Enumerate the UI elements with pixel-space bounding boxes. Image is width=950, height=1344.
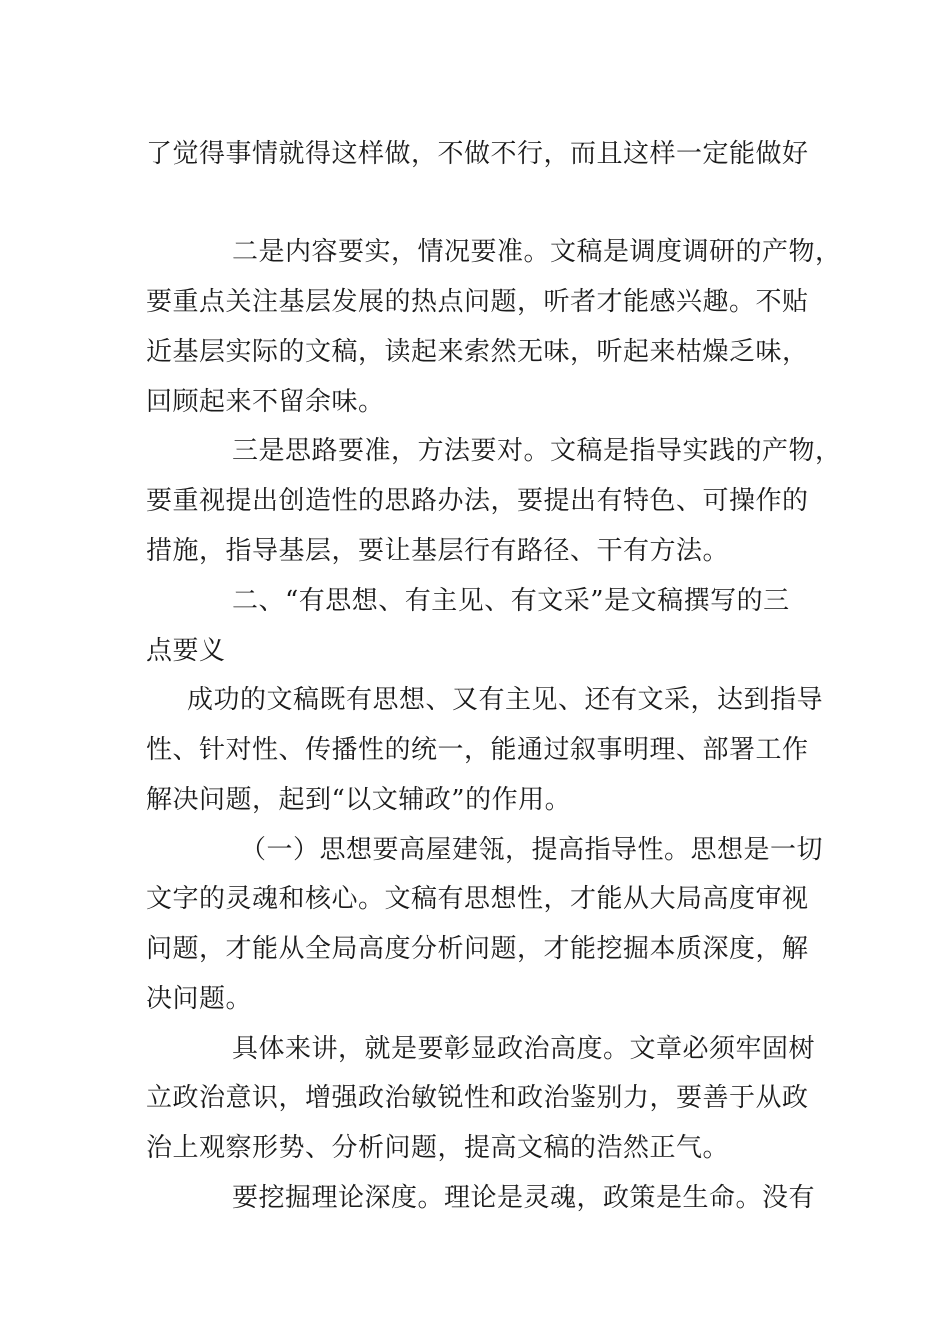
text-line: 三是思路要准，方法要对。文稿是指导实践的产物，	[232, 436, 842, 466]
text-line: 立政治意识，增强政治敏锐性和政治鉴别力，要善于从政	[146, 1083, 809, 1113]
text-line: 性、针对性、传播性的统一，能通过叙事明理、部署工作	[146, 735, 809, 765]
text-line: 决问题。	[146, 984, 253, 1014]
section-heading: 点要义	[146, 636, 226, 666]
text-line: 回顾起来不留余味。	[146, 387, 385, 417]
text-line: 治上观察形势、分析问题，提高文稿的浩然正气。	[146, 1133, 730, 1163]
text-line: 近基层实际的文稿，读起来索然无味，听起来枯燥乏味，	[146, 337, 809, 367]
text-line: 文字的灵魂和核心。文稿有思想性，才能从大局高度审视	[146, 884, 809, 914]
text-line: 解决问题，起到“以文辅政”的作用。	[146, 785, 572, 815]
text-line: 措施，指导基层，要让基层行有路径、干有方法。	[146, 536, 730, 566]
text-line: 要重点关注基层发展的热点问题，听者才能感兴趣。不贴	[146, 287, 809, 317]
text-line: 要挖掘理论深度。理论是灵魂，政策是生命。没有	[232, 1183, 816, 1213]
text-line: 成功的文稿既有思想、又有主见、还有文采，达到指导	[187, 685, 824, 715]
subsection-heading: （一）思想要高屋建瓴，提高指导性。思想是一切	[240, 835, 824, 865]
text-line: 二是内容要实，情况要准。文稿是调度调研的产物，	[232, 237, 842, 267]
text-line: 具体来讲，就是要彰显政治高度。文章必须牢固树	[232, 1034, 816, 1064]
section-heading: 二、“有思想、有主见、有文采”是文稿撰写的三	[232, 586, 790, 616]
text-line: 要重视提出创造性的思路办法，要提出有特色、可操作的	[146, 486, 809, 516]
text-line: 了觉得事情就得这样做，不做不行，而且这样一定能做好	[146, 139, 809, 169]
text-line: 问题，才能从全局高度分析问题，才能挖掘本质深度，解	[146, 934, 809, 964]
